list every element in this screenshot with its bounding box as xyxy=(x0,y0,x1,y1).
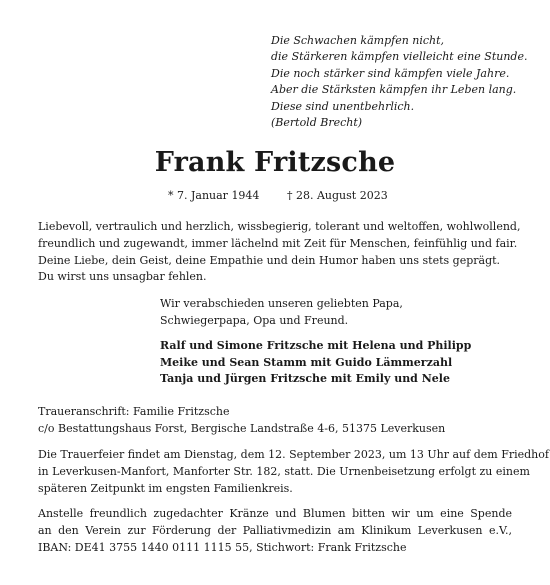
farewell-line: Schwiegerpapa, Opa und Freund. xyxy=(160,313,349,327)
poem-line: Die noch stärker sind kämpfen viele Jahre. xyxy=(271,66,510,80)
mourning-address xyxy=(38,404,445,438)
tribute-line: Liebevoll, vertraulich und herzlich, wissbegierig, tolerant und weltoffen, wohlwollend, xyxy=(38,220,521,233)
family-line: Meike und Sean Stamm mit Guido Lämmerzahl xyxy=(160,355,453,369)
deceased-name: Frank Fritzsche xyxy=(154,147,396,178)
donation-info xyxy=(38,506,512,556)
donation-line: IBAN: DE41 3755 1440 0111 1115 55, Stichwort: Frank Fritzsche xyxy=(38,540,407,554)
donation-line: an den Verein zur Förderung der Palliativmedizin am Klinikum Leverkusen e.V., xyxy=(38,523,512,537)
tribute-line: Deine Liebe, dein Geist, deine Empathie und dein Humor haben uns stets geprägt. xyxy=(38,253,501,267)
ceremony-info xyxy=(38,447,549,497)
birth-date: * 7. Januar 1944 xyxy=(168,189,260,202)
tribute-line: Du wirst uns unsagbar fehlen. xyxy=(38,270,207,284)
farewell-text xyxy=(160,296,403,330)
address-line: c/o Bestattungshaus Forst, Bergische Landstraße 4-6, 51375 Leverkusen xyxy=(38,421,446,435)
tribute-paragraph xyxy=(38,219,521,286)
address-line: Traueranschrift: Familie Fritzsche xyxy=(38,405,230,418)
poem-line: die Stärkeren kämpfen vielleicht eine Stunde. xyxy=(271,50,528,64)
ceremony-line: Die Trauerfeier findet am Dienstag, dem 12. September 2023, um 13 Uhr auf dem Friedhof xyxy=(38,448,549,461)
family-line: Tanja und Jürgen Fritzsche mit Emily und Nele xyxy=(160,372,450,386)
tribute-line: freundlich und zugewandt, immer lächelnd mit Zeit für Menschen, feinfühlig und fair. xyxy=(38,236,518,250)
poem-attribution: (Bertold Brecht) xyxy=(271,116,363,130)
donation-line: Anstelle freundlich zugedachter Kränze und Blumen bitten wir um eine Spende xyxy=(38,507,512,520)
poem-line: Die Schwachen kämpfen nicht, xyxy=(271,34,445,47)
brecht-poem xyxy=(271,33,541,131)
ceremony-line: in Leverkusen-Manfort, Manforter Str. 182, statt. Die Urnenbeisetzung erfolgt zu einem xyxy=(38,464,530,478)
poem-line: Aber die Stärksten kämpfen ihr Leben lang. xyxy=(271,83,517,97)
family-signatures xyxy=(160,338,471,388)
farewell-line: Wir verabschieden unseren geliebten Papa, xyxy=(160,297,403,310)
death-date: † 28. August 2023 xyxy=(287,189,388,202)
poem-line: Diese sind unentbehrlich. xyxy=(271,99,415,113)
family-line: Ralf und Simone Fritzsche mit Helena und Philipp xyxy=(160,339,472,352)
ceremony-line: späteren Zeitpunkt im engsten Familienkreis. xyxy=(38,481,293,495)
